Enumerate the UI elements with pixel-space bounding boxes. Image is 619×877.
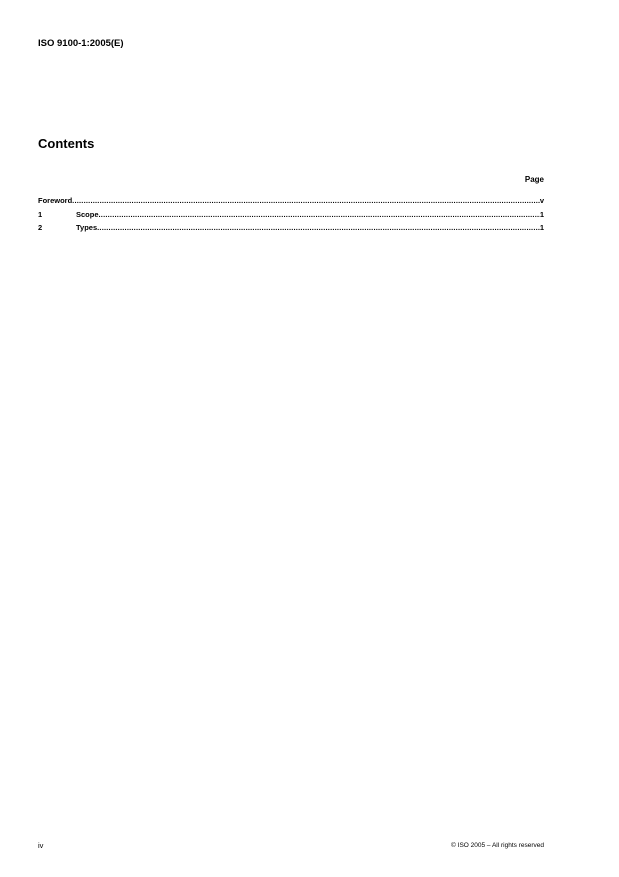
toc-leader-dots xyxy=(99,208,540,222)
toc-entry-page: 1 xyxy=(539,209,544,219)
footer-page-number: iv xyxy=(38,841,44,850)
toc-entry-page: 1 xyxy=(539,223,544,233)
footer-copyright: © ISO 2005 – All rights reserved xyxy=(451,842,544,849)
toc-entry-title: Scope xyxy=(76,209,99,219)
toc-leader-dots xyxy=(72,194,540,208)
toc-entry-title: Types xyxy=(76,223,98,233)
contents-heading: Contents xyxy=(38,136,95,151)
toc-entry-number: 1 xyxy=(38,209,43,219)
toc-entry-title: Foreword xyxy=(38,196,73,205)
document-identifier: ISO 9100-1:2005(E) xyxy=(38,38,124,49)
toc-entry-number: 2 xyxy=(38,223,43,233)
page-column-label: Page xyxy=(524,175,544,184)
toc-leader-dots xyxy=(97,221,540,235)
toc-entry-page: v xyxy=(539,196,544,205)
toc-entry-scope[interactable] xyxy=(38,208,544,222)
table-of-contents xyxy=(38,194,544,235)
toc-entry-foreword[interactable] xyxy=(38,194,544,208)
toc-entry-types[interactable] xyxy=(38,221,544,235)
